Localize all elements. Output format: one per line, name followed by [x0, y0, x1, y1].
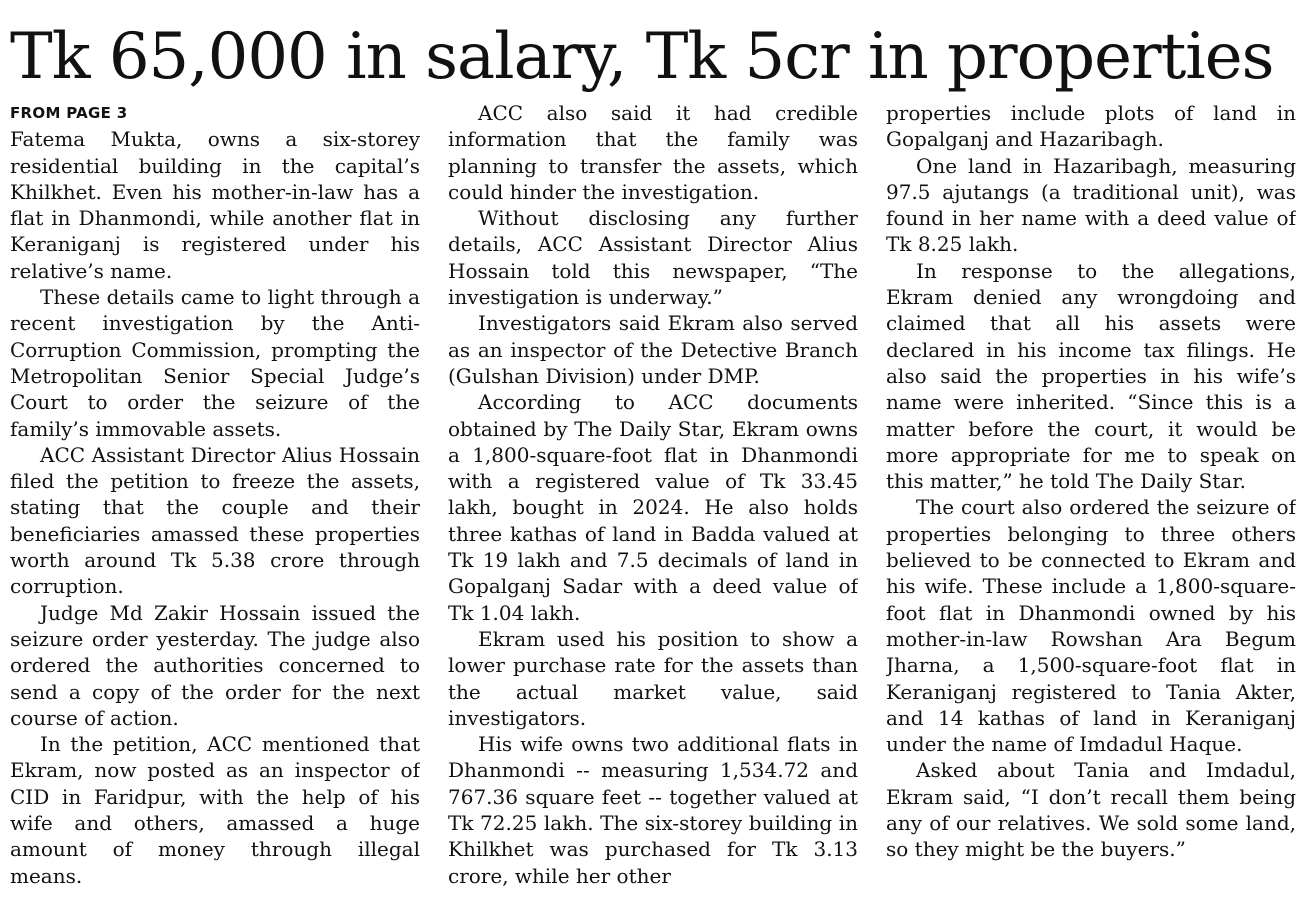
paragraph: Without disclosing any further details, ACC Assistant Director Alius Hossain told this newspaper, “The investigation is underway.” — [448, 206, 858, 310]
paragraph: These details came to light through a recent investigation by the Anti-Corruption Commission, prompting the Metropolitan Senior Special Judge’s Court to order the seizure of the family’s immovable assets. — [10, 285, 420, 441]
paragraph: In response to the allegations, Ekram denied any wrongdoing and claimed that all his assets were declared in his income tax filings. He also said the properties in his wife’s name were inherited. “Since this is a matter before the court, it would be more appropriate for me to speak on this matter,” he told The Daily Star. — [886, 258, 1296, 494]
continuation-kicker: FROM PAGE 3 — [10, 104, 128, 122]
article-column-1 — [10, 100, 420, 900]
paragraph: Fatema Mukta, owns a six-storey residential building in the capital’s Khilkhet. Even his mother-in-law has a flat in Dhanmondi, while another flat in Keraniganj is registered under his relative’s name. — [10, 127, 420, 283]
paragraph: Ekram used his position to show a lower purchase rate for the assets than the actual market value, said investigators. — [448, 626, 858, 730]
paragraph: The court also ordered the seizure of properties belonging to three others believed to be connected to Ekram and his wife. These include a 1,800-square-foot flat in Dhanmondi owned by his mother-in-law Rowshan Ara Begum Jharna, a 1,500-square-foot flat in Keraniganj registered to Tania Akter, and 14 kathas of land in Keraniganj under the name of Imdadul Haque. — [886, 495, 1296, 757]
article-column-2 — [448, 100, 858, 900]
paragraph: Asked about Tania and Imdadul, Ekram said, “I don’t recall them being any of our relatives. We sold some land, so they might be the buyers.” — [886, 758, 1296, 862]
article-column-3 — [886, 100, 1296, 900]
paragraph: Judge Md Zakir Hossain issued the seizure order yesterday. The judge also ordered the authorities concerned to send a copy of the order for the next course of action. — [10, 600, 420, 730]
paragraph: ACC Assistant Director Alius Hossain filed the petition to freeze the assets, stating that the couple and their beneficiaries amassed these properties worth around Tk 5.38 crore through corruption. — [10, 442, 420, 599]
paragraph: Investigators said Ekram also served as an inspector of the Detective Branch (Gulshan Division) under DMP. — [448, 311, 858, 388]
paragraph: In the petition, ACC mentioned that Ekram, now posted as an inspector of CID in Faridpur, with the help of his wife and others, amassed a huge amount of money through illegal means. — [10, 732, 420, 888]
paragraph: One land in Hazaribagh, measuring 97.5 ajutangs (a traditional unit), was found in her name with a deed value of Tk 8.25 lakh. — [886, 153, 1296, 257]
paragraph: According to ACC documents obtained by The Daily Star, Ekram owns a 1,800-square-foot flat in Dhanmondi with a registered value of Tk 33.45 lakh, bought in 2024. He also holds three kathas of land in Badda valued at Tk 19 lakh and 7.5 decimals of land in Gopalganj Sadar with a deed value of Tk 1.04 lakh. — [448, 390, 858, 625]
headline: Tk 65,000 in salary, Tk 5cr in properties — [10, 20, 1274, 94]
paragraph: His wife owns two additional flats in Dhanmondi -- measuring 1,534.72 and 767.36 square feet -- together valued at Tk 72.25 lakh. The six-storey building in Khilkhet was purchased for Tk 3.13 crore, while her other — [448, 732, 858, 888]
paragraph: ACC also said it had credible information that the family was planning to transfer the assets, which could hinder the investigation. — [448, 101, 858, 204]
paragraph: properties include plots of land in Gopalganj and Hazaribagh. — [886, 101, 1296, 152]
